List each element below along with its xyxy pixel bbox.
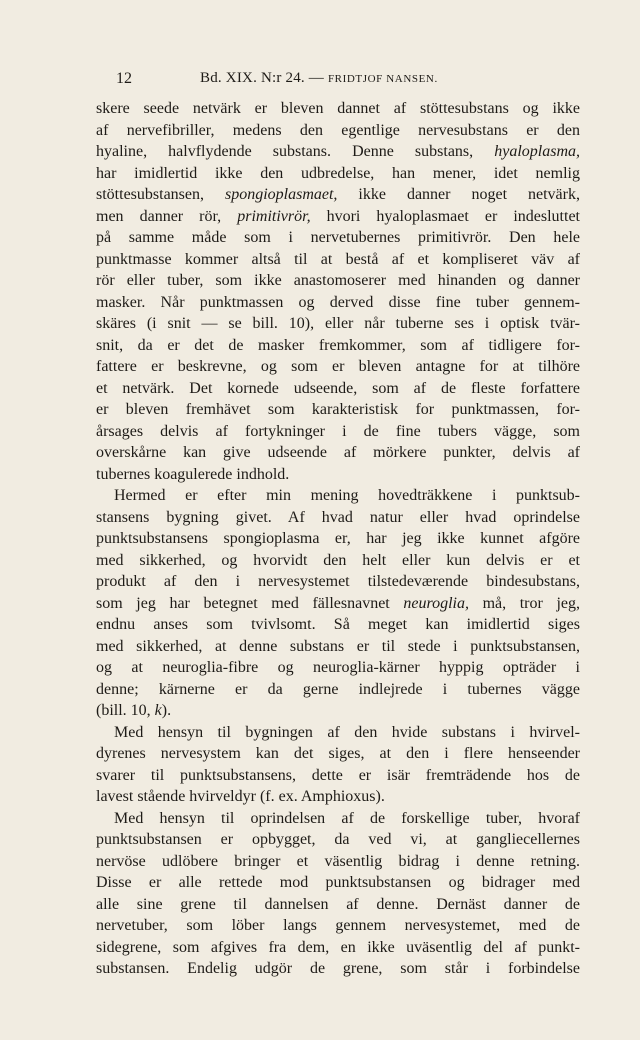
text-line: punktsubstansen er opbygget, da ved vi, at gangliecellernes [96, 831, 580, 848]
text-line: stansens bygning givet. Af hvad natur eller hvad oprindelse [96, 508, 580, 526]
text-line: nervöse udlöbere bringer et väsentlig bidrag i denne retning. [96, 852, 580, 870]
text-line: er bleven fremhävet som karakteristisk for punktmassen, for- [96, 401, 580, 418]
author-label: FRIDTJOF NANSEN. [327, 73, 438, 85]
text-line: som jeg har betegnet med fällesnavnet neuroglia, må, tror jeg, [96, 594, 580, 612]
text-line: stöttesubstansen, spongioplasmaet, ikke danner noget netvärk, [96, 186, 580, 203]
text-line: dyrenes nervesystem kan det siges, at den i flere henseender [96, 745, 580, 762]
text-line: skere seede netvärk er bleven dannet af stöttesubstans og ikke [96, 100, 580, 117]
text-line: endnu anses som tvivlsomt. Så meget kan imidlertid siges [96, 616, 580, 633]
text-line: substansen. Endelig udgör de grene, som står i forbindelse [96, 960, 580, 977]
text-line: et netvärk. Det kornede udseende, som af de fleste forfattere [96, 379, 580, 397]
body-text [96, 98, 580, 980]
text-line: (bill. 10, k). [96, 702, 172, 719]
text-line: fattere er beskrevne, og som er bleven antagne for at tilhöre [96, 358, 580, 375]
text-line: har imidlertid ikke den udbredelse, han mener, idet nemlig [96, 164, 580, 182]
text-line: årsages delvis af fortykninger i de fine tubers vägge, som [96, 422, 580, 440]
text-line: produkt af den i nervesystemet tilstedeværende bindesubstans, [96, 573, 580, 590]
text-line: af nervefibriller, medens den egentlige nervesubstans er den [96, 121, 580, 139]
text-line: nervetuber, som löber langs gennem nervesystemet, med de [96, 917, 580, 934]
text-line: rör eller tuber, som ikke anastomoserer med hinanden og danner [96, 272, 580, 289]
text-line: sidegrene, som afgives fra dem, en ikke uväsentlig del af punkt- [96, 938, 580, 956]
text-line: svarer til punktsubstansens, dette er isär fremträdende hos de [96, 766, 580, 784]
text-line: punktsubstansens spongioplasma er, har jeg ikke kunnet afgöre [96, 530, 580, 547]
volume-label: Bd. XIX. N:r 24. — [200, 70, 325, 86]
text-line: lavest stående hvirveldyr (f. ex. Amphioxus). [96, 788, 385, 805]
text-line: med sikkerhed, og hvorvidt den helt eller kun delvis er et [96, 551, 580, 569]
text-line: på samme måde som i nervetubernes primitivrör. Den hele [96, 229, 580, 246]
text-line: Med hensyn til oprindelsen af de forskellige tuber, hvoraf [114, 809, 580, 827]
text-line: Disse er alle rettede mod punktsubstansen og bidrager med [96, 874, 580, 891]
text-line: med sikkerhed, at denne substans er til stede i punktsubstansen, [96, 637, 580, 655]
text-line: Hermed er efter min mening hovedträkkene i punktsub- [114, 487, 580, 504]
text-line: og at neuroglia-fibre og neuroglia-kärner hyppig opträder i [96, 659, 580, 676]
text-line: tubernes koagulerede indhold. [96, 465, 290, 483]
text-line: punktmasse kommer altså til at bestå af et kompliseret väv af [96, 250, 580, 268]
page-number: 12 [116, 70, 132, 87]
text-line: snit, da er det de masker fremkommer, som af tidligere for- [96, 336, 580, 354]
text-line: skäres (i snit — se bill. 10), eller når tuberne ses i optisk tvär- [96, 315, 580, 332]
text-line: overskårne kan give udseende af mörkere punkter, delvis af [96, 444, 580, 461]
text-line: masker. Når punktmassen og derved disse fine tuber gennem- [96, 293, 580, 311]
text-line: hyaline, halvflydende substans. Denne substans, hyaloplasma, [96, 143, 580, 160]
running-head [200, 70, 438, 87]
text-line: Med hensyn til bygningen af den hvide substans i hvirvel- [114, 723, 580, 741]
text-line: denne; kärnerne er da gerne indlejrede i tubernes vägge [96, 680, 580, 698]
text-line: alle sine grene til dannelsen af denne. Dernäst danner de [96, 895, 580, 913]
page-header [96, 70, 556, 94]
text-line: men danner rör, primitivrör, hvori hyaloplasmaet er indesluttet [96, 207, 580, 225]
